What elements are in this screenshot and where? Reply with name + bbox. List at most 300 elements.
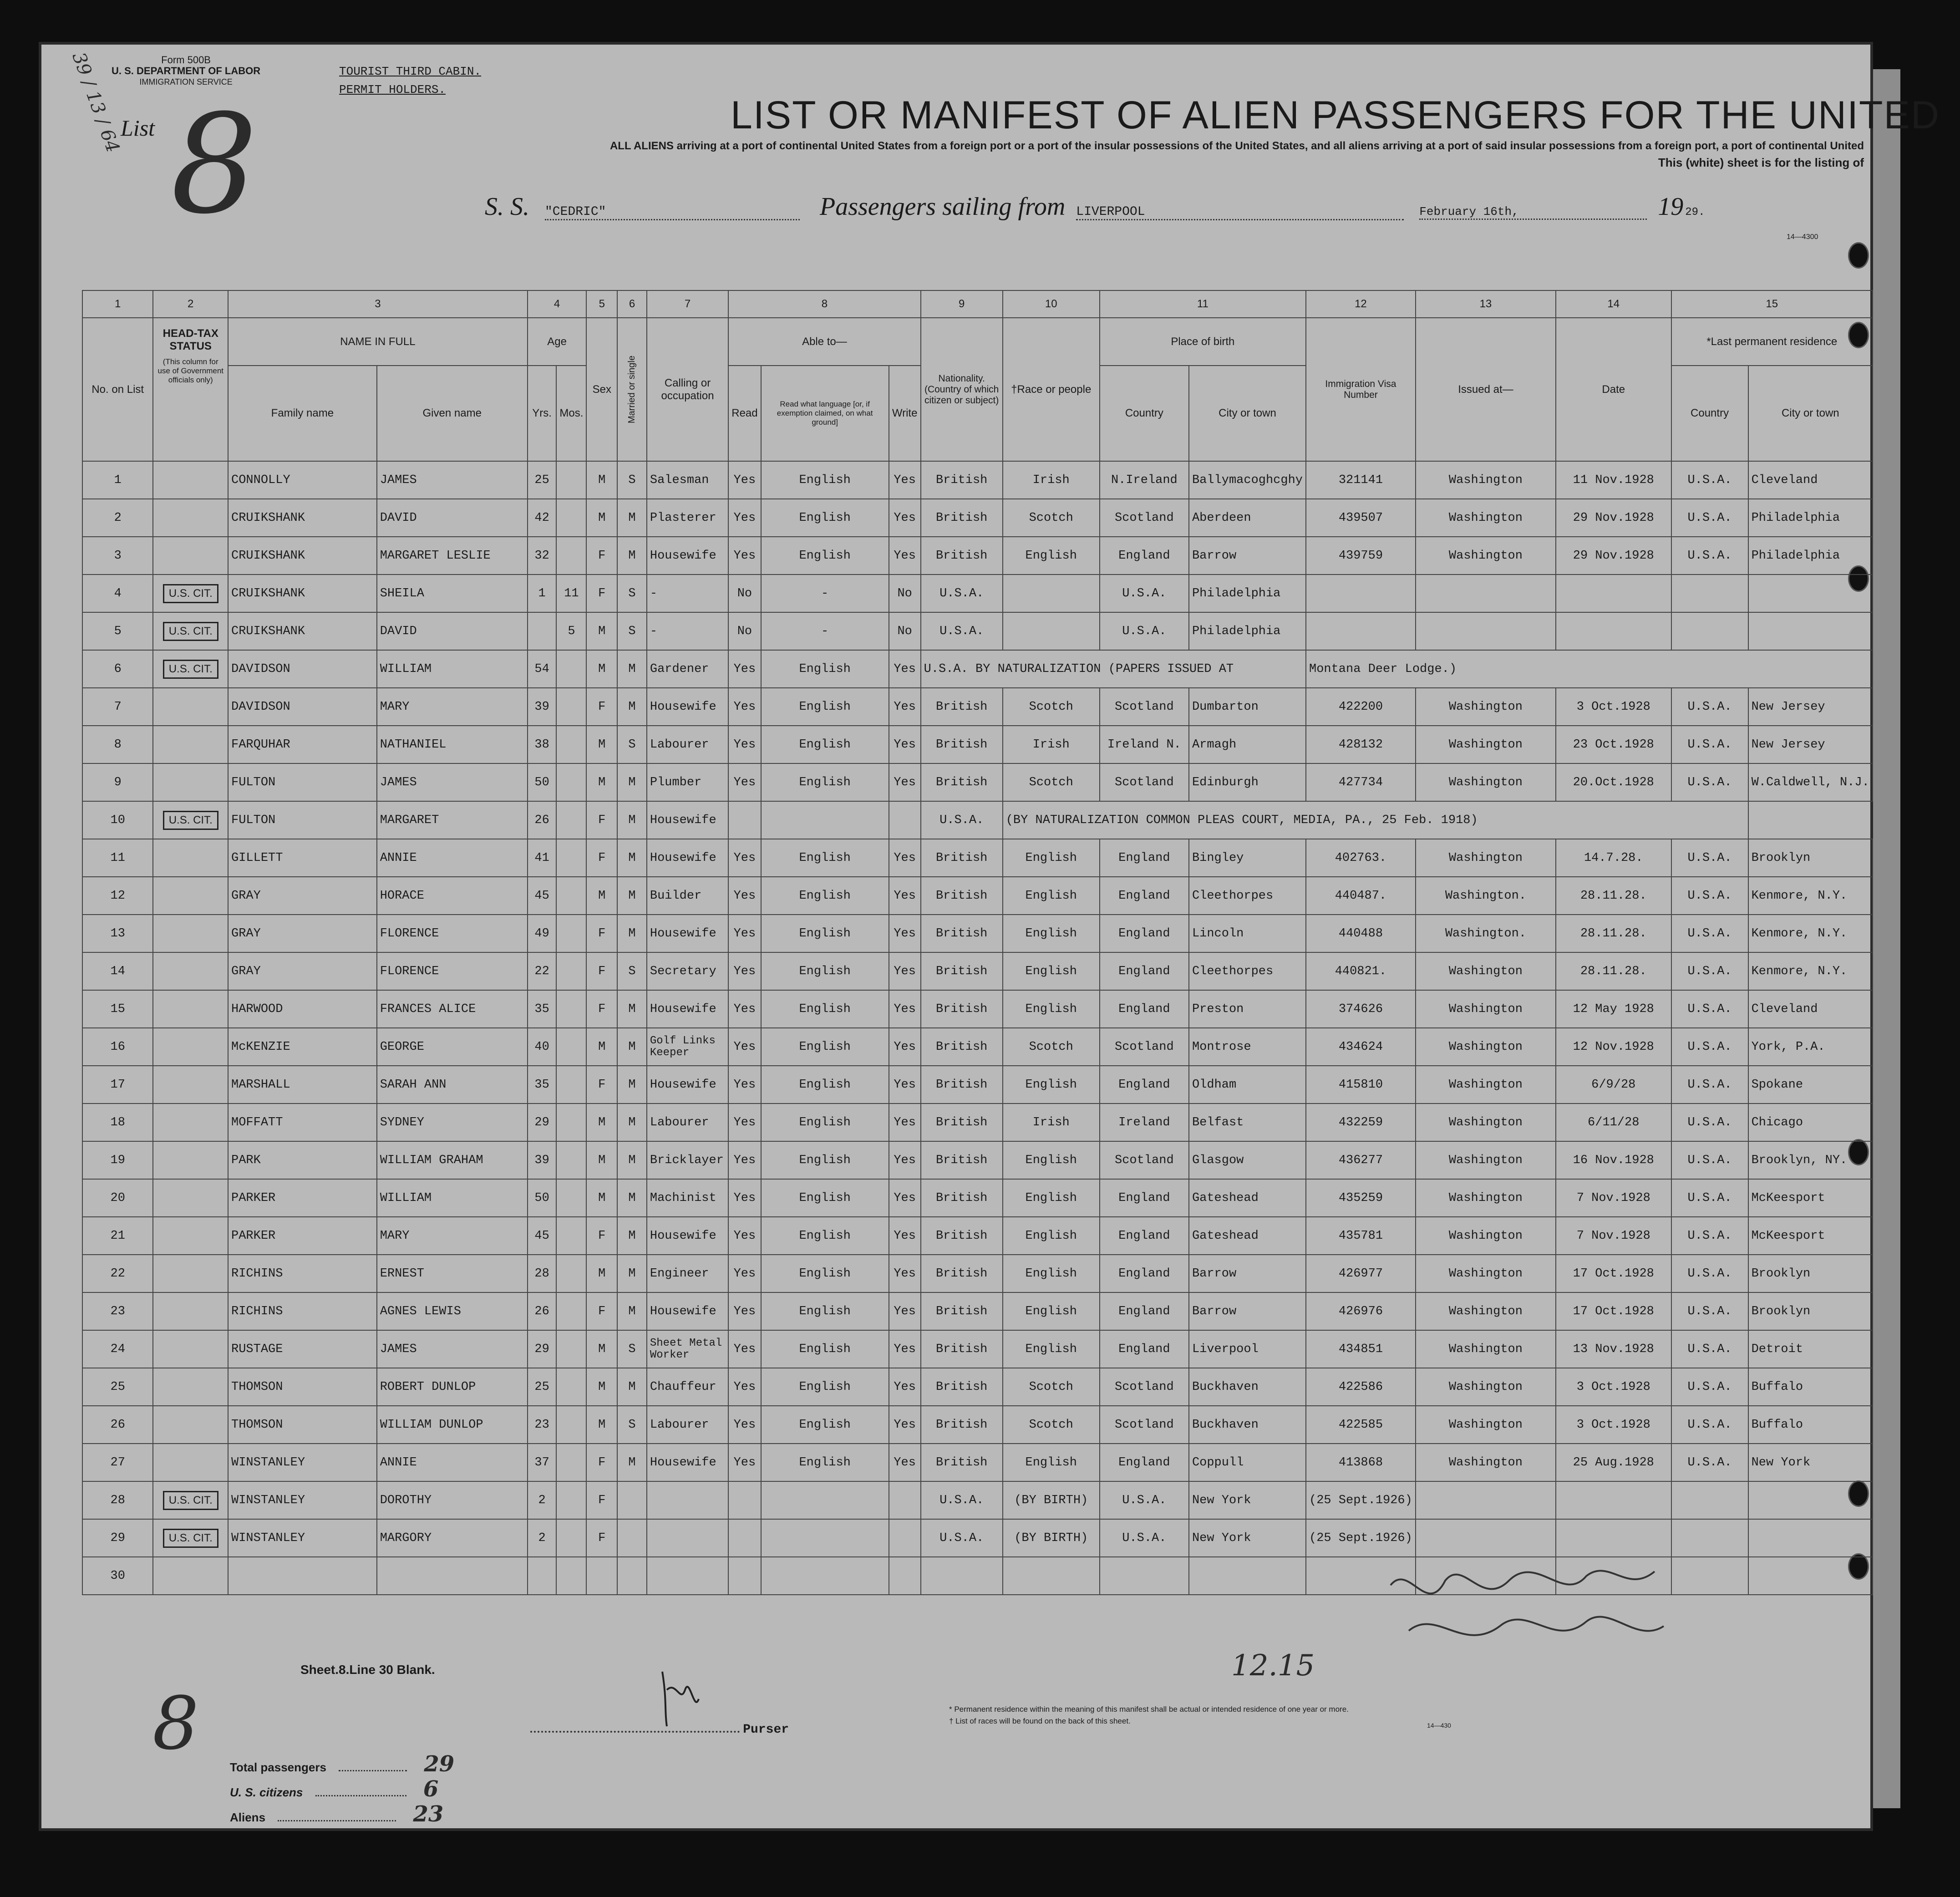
cell-read: Yes [728,839,761,877]
cell-rcity [1748,612,1873,650]
cell-mos [556,726,586,763]
page-subtitle: ALL ALIENS arriving at a port of continental United States from a foreign port or a port of the insular possessions of the United States, and all aliens arriving at a port of said insular possessions from a foreign port, a port of continental United [609,140,1864,152]
cell-bcity: Bingley [1189,839,1306,877]
cell-rcity [1748,1519,1873,1557]
footnote-residence: * Permanent residence within the meaning of this manifest shall be actual or intended residence of one year or more. [949,1705,1349,1714]
cell-write: Yes [889,1028,921,1066]
cell-bcountry: U.S.A. [1100,1481,1189,1519]
table-row [82,612,1873,650]
cell-lang: English [761,1141,889,1179]
row-number: 28 [82,1481,153,1519]
cell-race [1003,575,1100,612]
family-name: FARQUHAR [228,726,377,763]
cell-ms: M [617,1444,647,1481]
cell-read: No [728,575,761,612]
cell-yrs: 42 [528,499,557,537]
cell-read: Yes [728,726,761,763]
cell-issued: Washington [1416,1066,1556,1104]
cell-nat: British [921,537,1003,575]
cell-occ: Bricklayer [647,1141,728,1179]
sailing-date: February 16th, [1419,205,1647,220]
cell-bcity: Philadelphia [1189,575,1306,612]
cell-occ: Gardener [647,650,728,688]
cell-race [1003,1557,1100,1595]
cell-yrs: 22 [528,952,557,990]
head-tax-cell [153,952,228,990]
cell-write: Yes [889,952,921,990]
cell-rcity: Brooklyn, NY. [1748,1141,1873,1179]
family-name: CONNOLLY [228,461,377,499]
cell-rcity: Brooklyn [1748,1292,1873,1330]
cell-bcity: Cleethorpes [1189,877,1306,915]
family-name: PARKER [228,1217,377,1255]
cell-race [1003,612,1100,650]
cell-visa: 426977 [1306,1255,1416,1292]
cell-bcity: Glasgow [1189,1141,1306,1179]
cell-rcity: Buffalo [1748,1406,1873,1444]
year-prefix: 19 [1658,193,1684,221]
cell-occ: - [647,612,728,650]
cell-mos [556,915,586,952]
cell-date: 29 Nov.1928 [1556,499,1671,537]
cell-yrs: 40 [528,1028,557,1066]
cell-write: Yes [889,1406,921,1444]
cell-mos [556,1557,586,1595]
cell-write: Yes [889,1368,921,1406]
col-num: 15 [1671,290,1873,318]
cell-lang [761,1557,889,1595]
cell-bcountry: Ireland [1100,1104,1189,1141]
given-name: MARGORY [377,1519,528,1557]
cell-rcountry [1671,1519,1748,1557]
form-service: IMMIGRATION SERVICE [139,77,233,86]
cell-ms: M [617,1104,647,1141]
us-citizen-stamp: U.S. CIT. [163,811,218,830]
table-row [82,801,1873,839]
family-name: GRAY [228,877,377,915]
cell-occ: Housewife [647,990,728,1028]
cell-mos [556,688,586,726]
class-line-2: PERMIT HOLDERS. [339,83,446,97]
row-number: 22 [82,1255,153,1292]
cell-rcountry: U.S.A. [1671,1028,1748,1066]
cell-read: Yes [728,1292,761,1330]
cell-sex: F [586,1292,617,1330]
cell-bcity [1189,1557,1306,1595]
cell-sex: M [586,612,617,650]
cell-mos [556,801,586,839]
cell-sex: M [586,1179,617,1217]
cell-bcountry: Scotland [1100,1141,1189,1179]
us-citizens-label: U. S. citizens [230,1785,303,1799]
cell-issued: Washington [1416,537,1556,575]
cell-bcity: Oldham [1189,1066,1306,1104]
cell-occ: Housewife [647,915,728,952]
cell-rcity: W.Caldwell, N.J. [1748,763,1873,801]
cell-mos: 5 [556,612,586,650]
cell-rcity: Kenmore, N.Y. [1748,877,1873,915]
cell-visa: 440488 [1306,915,1416,952]
row-number: 12 [82,877,153,915]
cell-yrs: 39 [528,688,557,726]
cell-race: (BY BIRTH) [1003,1519,1100,1557]
cell-rcity: Cleveland [1748,461,1873,499]
cell-date: 7 Nov.1928 [1556,1179,1671,1217]
cell-occ [647,1481,728,1519]
col-num: 1 [82,290,153,318]
head-tax-cell [153,1444,228,1481]
table-row [82,1368,1873,1406]
cell-occ [647,1519,728,1557]
head-tax-cell [153,537,228,575]
cell-sex: M [586,1028,617,1066]
cell-mos [556,952,586,990]
year-suffix: 29. [1685,206,1705,219]
cell-bcity: Edinburgh [1189,763,1306,801]
cell-bcity: Buckhaven [1189,1368,1306,1406]
cell-write [889,1481,921,1519]
cell-bcountry: England [1100,1292,1189,1330]
cell-rcountry: U.S.A. [1671,839,1748,877]
cell-date [1556,612,1671,650]
cell-nat: British [921,726,1003,763]
family-name: PARKER [228,1179,377,1217]
cell-occ: Plasterer [647,499,728,537]
cell-occ: Housewife [647,1444,728,1481]
cell-nat: U.S.A. [921,1481,1003,1519]
manifest-table-wrap [82,290,1873,1595]
footnotes [949,1704,1349,1727]
cell-lang: English [761,1255,889,1292]
cell-bcity: New York [1189,1481,1306,1519]
cell-yrs: 50 [528,1179,557,1217]
cell-lang: English [761,839,889,877]
cell-yrs: 41 [528,839,557,877]
cell-yrs: 25 [528,1368,557,1406]
cell-sex: F [586,575,617,612]
cell-lang: English [761,1368,889,1406]
cell-bcountry: England [1100,990,1189,1028]
cell-rcity [1748,1557,1873,1595]
row-number: 18 [82,1104,153,1141]
us-citizen-stamp: U.S. CIT. [163,622,218,641]
cell-lang: English [761,1066,889,1104]
total-passengers-row [230,1751,454,1777]
cell-sex: F [586,1481,617,1519]
row-number: 8 [82,726,153,763]
cell-date: 17 Oct.1928 [1556,1255,1671,1292]
cell-yrs: 45 [528,1217,557,1255]
cell-write: Yes [889,877,921,915]
ss-label: S. S. [485,193,529,221]
cell-date: 13 Nov.1928 [1556,1330,1671,1368]
cell-visa: 439507 [1306,499,1416,537]
cell-bcountry: England [1100,839,1189,877]
cell-write: Yes [889,537,921,575]
cell-issued: Washington [1416,1179,1556,1217]
head-tax-cell [153,1519,228,1557]
cell-race: (BY BIRTH) [1003,1481,1100,1519]
row-number: 4 [82,575,153,612]
cell-yrs: 37 [528,1444,557,1481]
cell-ms: M [617,650,647,688]
cell-bcountry: N.Ireland [1100,461,1189,499]
header-write: Write [889,366,921,461]
cell-bcountry: U.S.A. [1100,612,1189,650]
given-name: ANNIE [377,839,528,877]
cell-race: Scotch [1003,499,1100,537]
row-number: 13 [82,915,153,952]
table-row [82,688,1873,726]
cell-ms [617,1519,647,1557]
cell-date: 28.11.28. [1556,915,1671,952]
given-name: ANNIE [377,1444,528,1481]
table-row [82,839,1873,877]
given-name: MARY [377,688,528,726]
cell-rcity: Cleveland [1748,990,1873,1028]
purser-signature [653,1663,708,1731]
cell-issued: Washington [1416,688,1556,726]
given-name: WILLIAM [377,1179,528,1217]
cell-occ: Machinist [647,1179,728,1217]
row-number: 23 [82,1292,153,1330]
cell-read [728,1557,761,1595]
form-number: Form 500B [161,54,211,66]
cell-date: 14.7.28. [1556,839,1671,877]
cell-read: Yes [728,499,761,537]
cell-issued: Washington [1416,1217,1556,1255]
cell-ms: M [617,763,647,801]
table-row [82,461,1873,499]
header-sex: Sex [586,318,617,461]
cell-yrs: 2 [528,1481,557,1519]
cell-nat: British [921,839,1003,877]
cell-issued: Washington [1416,1444,1556,1481]
us-citizens-row [230,1776,438,1802]
cell-ms: M [617,801,647,839]
us-citizen-stamp: U.S. CIT. [163,1491,218,1510]
given-name: JAMES [377,1330,528,1368]
cell-read [728,1519,761,1557]
header-head-tax [153,318,228,461]
cell-yrs: 32 [528,537,557,575]
cell-occ: Plumber [647,763,728,801]
family-name: MOFFATT [228,1104,377,1141]
cell-lang: English [761,1444,889,1481]
cell-ms: S [617,1330,647,1368]
cell-ms: S [617,952,647,990]
cell-bcountry: Scotland [1100,688,1189,726]
cell-nat: British [921,1368,1003,1406]
cell-lang: English [761,1179,889,1217]
table-row [82,990,1873,1028]
cell-issued: Washington [1416,952,1556,990]
cell-bcity: Buckhaven [1189,1406,1306,1444]
table-row [82,763,1873,801]
cell-bcountry [1100,1557,1189,1595]
family-name: GRAY [228,915,377,952]
given-name: NATHANIEL [377,726,528,763]
cell-issued: Washington [1416,839,1556,877]
cell-rcity: Kenmore, N.Y. [1748,952,1873,990]
cell-occ: Chauffeur [647,1368,728,1406]
cell-date: 6/9/28 [1556,1066,1671,1104]
family-name: MARSHALL [228,1066,377,1104]
cell-rcity: Brooklyn [1748,1255,1873,1292]
total-passengers-label: Total passengers [230,1760,326,1774]
cell-visa: 426976 [1306,1292,1416,1330]
cell-lang [761,1481,889,1519]
cell-occ: - [647,575,728,612]
cell-nat: British [921,1255,1003,1292]
cell-bcountry: Scotland [1100,499,1189,537]
family-name: THOMSON [228,1406,377,1444]
cell-visa: 435259 [1306,1179,1416,1217]
cell-write: Yes [889,1255,921,1292]
cell-rcity: New Jersey [1748,688,1873,726]
cell-sex: F [586,839,617,877]
family-name: GRAY [228,952,377,990]
aliens-label: Aliens [230,1811,266,1824]
cell-sex: F [586,952,617,990]
col-num: 6 [617,290,647,318]
cell-date: 16 Nov.1928 [1556,1141,1671,1179]
row-number: 9 [82,763,153,801]
cell-sex: M [586,461,617,499]
row-number: 19 [82,1141,153,1179]
cell-visa: 428132 [1306,726,1416,763]
table-row [82,1217,1873,1255]
cell-ms: S [617,575,647,612]
cell-issued: Washington [1416,1292,1556,1330]
cell-date [1556,1519,1671,1557]
col-num: 3 [228,290,528,318]
cell-lang: English [761,990,889,1028]
cell-mos [556,1104,586,1141]
cell-rcountry: U.S.A. [1671,1330,1748,1368]
cell-rcountry: U.S.A. [1671,952,1748,990]
col-num: 5 [586,290,617,318]
head-tax-title: HEAD-TAX STATUS [162,327,218,352]
sailing-label: Passengers sailing from [820,193,1066,221]
cell-rcountry: U.S.A. [1671,537,1748,575]
header-date: Date [1556,318,1671,461]
cell-sex: F [586,1519,617,1557]
row-number: 21 [82,1217,153,1255]
cell-rcountry: U.S.A. [1671,1255,1748,1292]
cell-rcountry [1671,575,1748,612]
row-number: 26 [82,1406,153,1444]
cell-yrs: 23 [528,1406,557,1444]
cell-write: Yes [889,1141,921,1179]
cell-nat [921,1557,1003,1595]
cell-mos [556,1330,586,1368]
row-number: 11 [82,839,153,877]
cell-occ: Housewife [647,839,728,877]
cell-read: Yes [728,1217,761,1255]
cell-visa: 434851 [1306,1330,1416,1368]
cell-mos [556,877,586,915]
table-row [82,650,1873,688]
row-number: 30 [82,1557,153,1595]
family-name: FULTON [228,763,377,801]
table-row [82,499,1873,537]
cell-yrs: 35 [528,1066,557,1104]
table-row [82,575,1873,612]
header-mos: Mos. [556,366,586,461]
cell-issued [1416,1481,1556,1519]
cell-race: English [1003,952,1100,990]
cell-rcity: New Jersey [1748,726,1873,763]
cell-lang: English [761,763,889,801]
family-name: DAVIDSON [228,688,377,726]
aliens-value: 23 [413,1801,444,1827]
cell-date: 3 Oct.1928 [1556,688,1671,726]
table-row [82,537,1873,575]
port-name: LIVERPOOL [1076,205,1404,220]
cell-bcity: Dumbarton [1189,688,1306,726]
cell-sex: F [586,1444,617,1481]
family-name: HARWOOD [228,990,377,1028]
given-name: FLORENCE [377,952,528,990]
cell-rcountry: U.S.A. [1671,1217,1748,1255]
cell-lang: English [761,1104,889,1141]
page-title: LIST OR MANIFEST OF ALIEN PASSENGERS FOR THE UNITED [731,93,1940,137]
manifest-table [82,290,1873,1595]
cell-ms: M [617,1255,647,1292]
cell-occ: Housewife [647,1217,728,1255]
cell-sex: M [586,763,617,801]
cell-sex: M [586,1255,617,1292]
family-name: McKENZIE [228,1028,377,1066]
cell-bcountry: England [1100,1179,1189,1217]
cell-occ: Labourer [647,1104,728,1141]
cell-sex: M [586,1368,617,1406]
given-name: MARY [377,1217,528,1255]
cell-bcountry: England [1100,915,1189,952]
cell-rcountry: U.S.A. [1671,1066,1748,1104]
cell-mos [556,1217,586,1255]
cell-race: Scotch [1003,1028,1100,1066]
cell-visa: 415810 [1306,1066,1416,1104]
cell-sex: M [586,1406,617,1444]
cell-bcity: Gateshead [1189,1179,1306,1217]
cell-race: (BY NATURALIZATION COMMON PLEAS COURT, MEDIA, PA., 25 Feb. 1918) [1003,801,1748,839]
cell-date: 17 Oct.1928 [1556,1292,1671,1330]
given-name: ERNEST [377,1255,528,1292]
cell-rcity: McKeesport [1748,1179,1873,1217]
given-name: FRANCES ALICE [377,990,528,1028]
cell-bcity: Aberdeen [1189,499,1306,537]
cell-visa: 434624 [1306,1028,1416,1066]
cell-rcountry: U.S.A. [1671,1368,1748,1406]
family-name: RICHINS [228,1292,377,1330]
cell-bcity: New York [1189,1519,1306,1557]
cell-read: Yes [728,461,761,499]
cell-sex: M [586,877,617,915]
form-department: U. S. DEPARTMENT OF LABOR [112,65,261,76]
table-row [82,1330,1873,1368]
given-name: DAVID [377,612,528,650]
cell-issued: Washington [1416,461,1556,499]
row-number: 3 [82,537,153,575]
given-name: JAMES [377,763,528,801]
family-name [228,1557,377,1595]
cell-lang: English [761,877,889,915]
header-res-city: City or town [1748,366,1873,461]
cell-mos [556,1292,586,1330]
cell-bcity: Ballymacoghcghy [1189,461,1306,499]
